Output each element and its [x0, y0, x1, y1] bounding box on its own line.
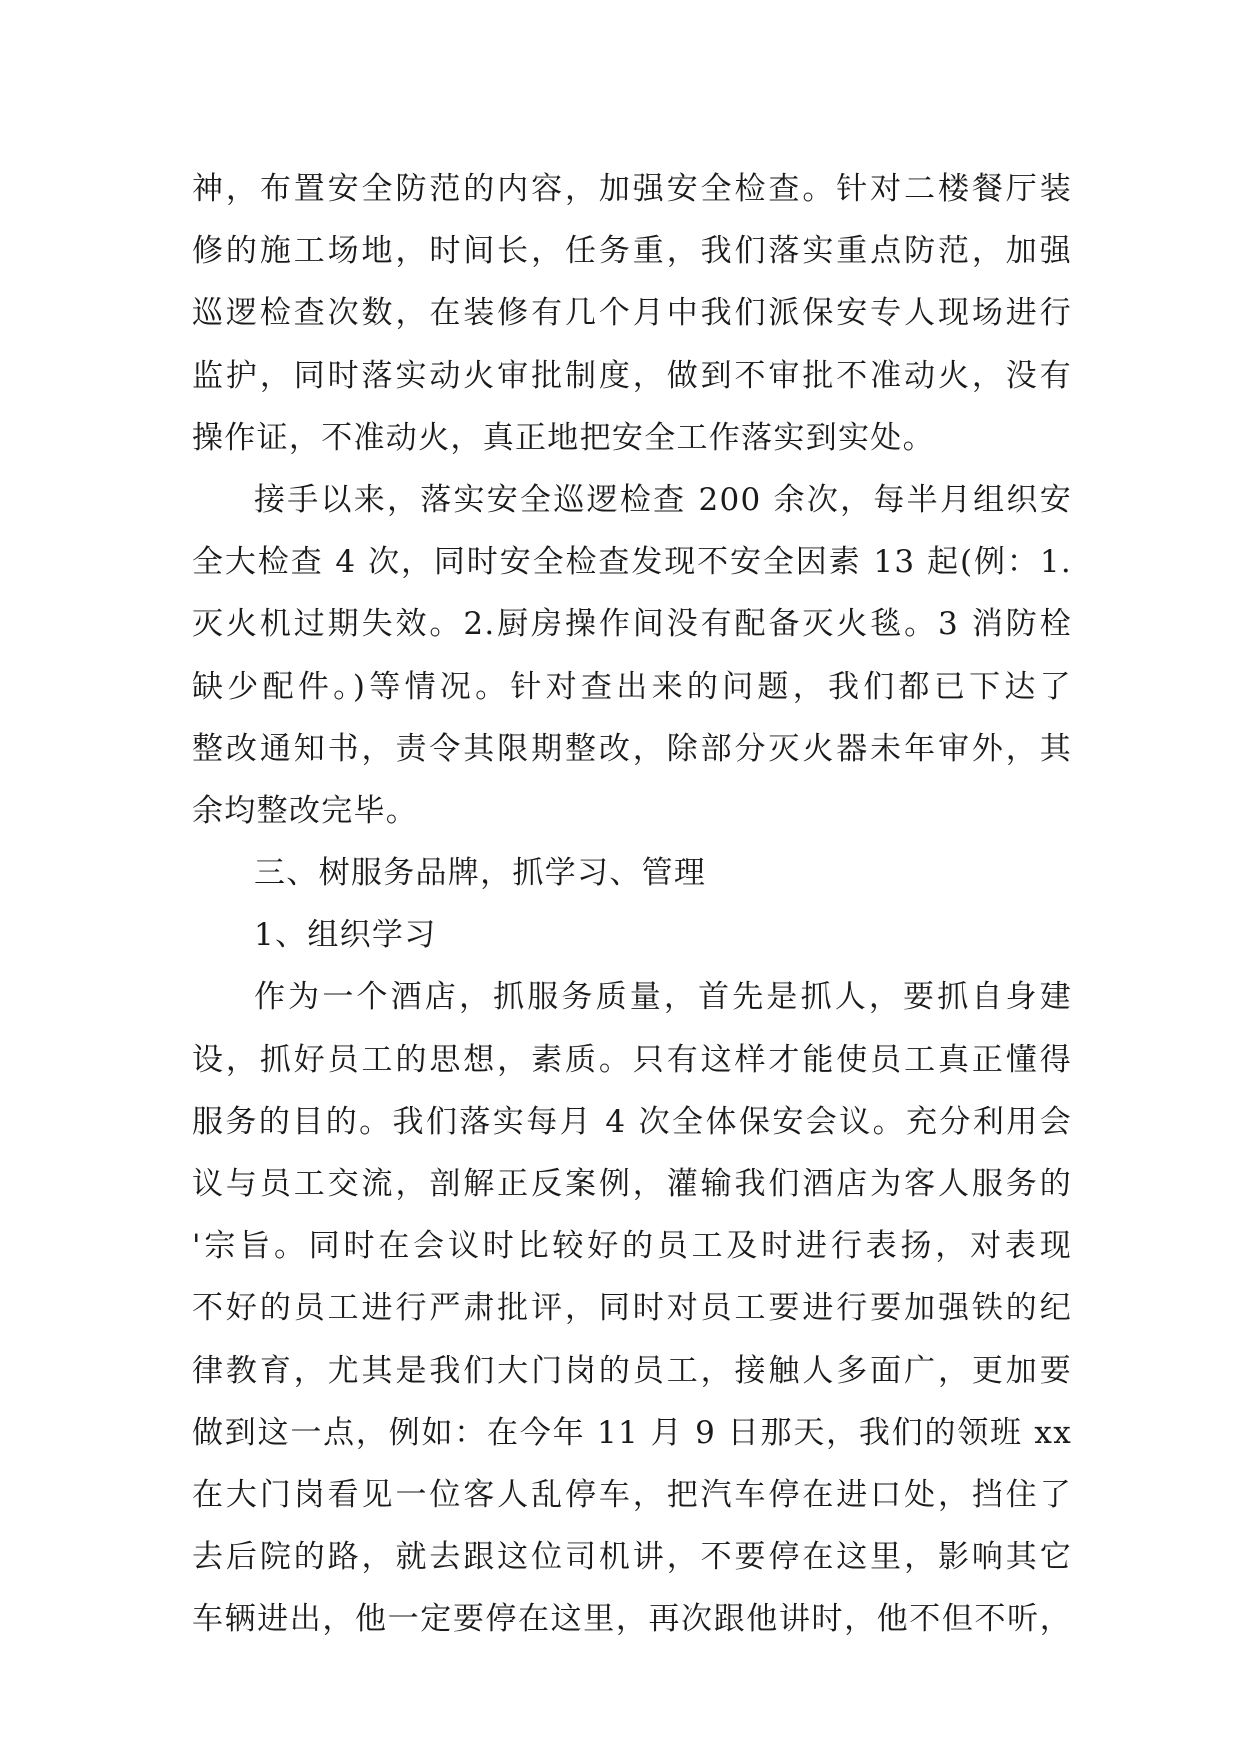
text-line: 不好的员工进行严肃批评，同时对员工要进行要加强铁的纪 [192, 1290, 1072, 1327]
text-line: 缺少配件。)等情况。针对查出来的问题，我们都已下达了 [192, 668, 1072, 705]
text-line: 监护，同时落实动火审批制度，做到不审批不准动火，没有 [192, 357, 1072, 394]
text-line: '宗旨。同时在会议时比较好的员工及时进行表扬，对表现 [192, 1228, 1072, 1265]
body-text [192, 158, 1072, 1651]
text-line: 灭火机过期失效。2.厨房操作间没有配备灭火毯。3 消防栓 [192, 606, 1072, 643]
text-line: 服务的目的。我们落实每月 4 次全体保安会议。充分利用会 [192, 1103, 1072, 1140]
text-line: 做到这一点，例如：在今年 11 月 9 日那天，我们的领班 xx [192, 1414, 1072, 1451]
text-line: 全大检查 4 次，同时安全检查发现不安全因素 13 起(例：1. [192, 544, 1072, 581]
text-line: 神，布置安全防范的内容，加强安全检查。针对二楼餐厅装 [192, 171, 1072, 207]
text-line: 在大门岗看见一位客人乱停车，把汽车停在进口处，挡住了 [192, 1476, 1072, 1513]
section-heading: 三、树服务品牌，抓学习、管理 [254, 855, 707, 892]
text-line: 车辆进出，他一定要停在这里，再次跟他讲时，他不但不听， [192, 1601, 1072, 1638]
text-line: 作为一个酒店，抓服务质量，首先是抓人，要抓自身建 [254, 979, 1072, 1016]
text-line: 接手以来，落实安全巡逻检查 200 余次，每半月组织安 [254, 481, 1072, 518]
text-line: 律教育，尤其是我们大门岗的员工，接触人多面广，更加要 [192, 1352, 1072, 1389]
text-line: 议与员工交流，剖解正反案例，灌输我们酒店为客人服务的 [192, 1166, 1072, 1202]
text-line: 操作证，不准动火，真正地把安全工作落实到实处。 [192, 419, 935, 456]
text-line: 设，抓好员工的思想，素质。只有这样才能使员工真正懂得 [192, 1041, 1072, 1078]
text-line: 修的施工场地，时间长，任务重，我们落实重点防范，加强 [192, 233, 1072, 270]
text-line: 巡逻检查次数，在装修有几个月中我们派保安专人现场进行 [192, 295, 1072, 332]
text-line: 整改通知书，责令其限期整改，除部分灭火器未年审外，其 [192, 730, 1072, 767]
text-line: 余均整改完毕。 [192, 792, 419, 829]
text-line: 去后院的路，就去跟这位司机讲，不要停在这里，影响其它 [192, 1539, 1072, 1576]
subsection-heading: 1、组织学习 [254, 917, 437, 954]
